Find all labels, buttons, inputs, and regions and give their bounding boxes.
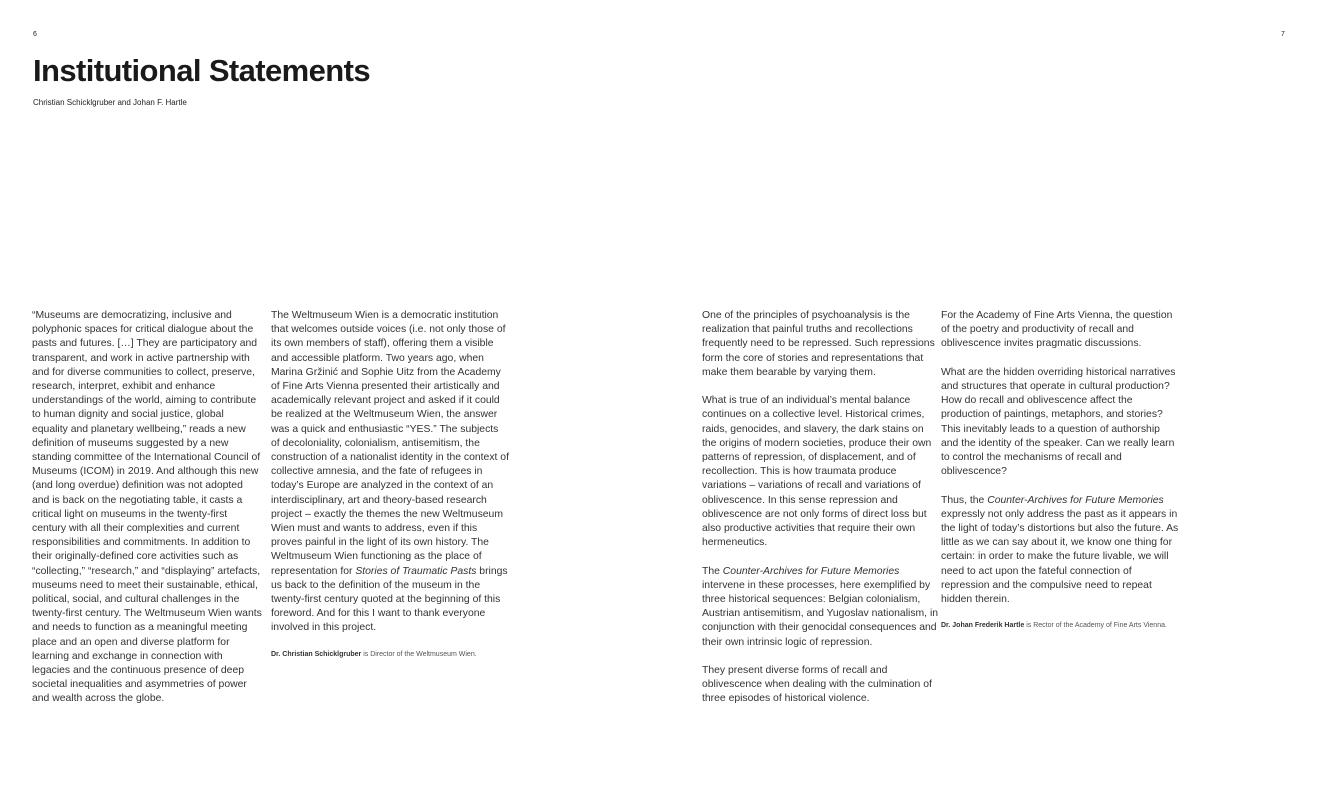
paragraph: Thus, the Counter-Archives for Future Memories expressly not only address the past as it appears in the light of today’s distortions but also the future. As little as we can say about it, we know one thing for certain: in order to make the future livable, we will need to act upon the fateful connection of repression and the compulsive need to repeat hidden therein.	[941, 494, 1179, 606]
paragraph: What are the hidden overriding historical narratives and structures that operate in cultural production? How do recall and oblivescence affect the production of paintings, metaphors, and stories? This inevitably leads to a question of authorship and the identity of the speaker. Can we really learn to control the mechanisms of recall and oblivescence?	[941, 366, 1176, 478]
column-3	[702, 309, 940, 721]
column-2	[271, 309, 509, 674]
paragraph: They present diverse forms of recall and oblivescence when dealing with the culmination of three episodes of historical violence.	[702, 665, 932, 705]
paragraph: “Museums are democratizing, inclusive and polyphonic spaces for critical dialogue about the pasts and futures. […] They are participatory and transparent, and work in active partnership with and for diverse communities to collect, preserve, research, interpret, exhibit and enhance understandings of the world, aiming to contribute to human dignity and social justice, global equality and planetary wellbeing,” reads a new definition of museums suggested by a new standing committee of the International Council of Museums (ICOM) in 2019. And although this new (and long overdue) definition was not adopted and is back on the negotiating table, it casts a critical light on museums in the twenty-first century with all their complexities and current responsibilities and commitments. In addition to their originally-defined core activities such as “collecting,” “research,” and “displaying” artefacts, museums need to meet their sustainable, ethical, political, social, and cultural challenges in the twenty-first century. The Weltmuseum Wien wants and needs to function as a meaningful meeting place and an open and diverse platform for learning and exchange in connection with legacies and the continuous presence of deep societal inequalities and asymmetries of power and wealth across the globe.	[32, 310, 262, 705]
paragraph: What is true of an individual’s mental balance continues on a collective level. Historical crimes, raids, genocides, and slavery, the dark stains on the origins of modern societies, produce their own patterns of repression, of displacement, and of recollection. This is how traumata produce variations – variations of recall and variations of oblivescence. In this sense repression and oblivescence are not only forms of direct loss but also productive activities that require their own hermeneutics.	[702, 395, 932, 549]
page-title: Institutional Statements	[33, 53, 370, 88]
bio-name: Dr. Johan Frederik Hartle	[941, 622, 1025, 630]
authors-byline: Christian Schicklgruber and Johan F. Hartle	[33, 98, 187, 107]
page-number-right: 7	[1281, 31, 1285, 38]
italic-title: Stories of Traumatic Pasts	[355, 565, 477, 577]
page-number-left: 6	[33, 31, 37, 38]
paragraph: The Counter-Archives for Future Memories intervene in these processes, here exemplified by three historical sequences: Belgian colonialism, Austrian antisemitism, and Yugoslav nationalism, in conjunction with their genocidal consequences and their own intrinsic logic of repression.	[702, 565, 939, 648]
author-bio: Dr. Christian Schicklgruber is Director of the Weltmuseum Wien.	[271, 650, 477, 658]
author-bio: Dr. Johan Frederik Hartle is Rector of the Academy of Fine Arts Vienna.	[941, 622, 1167, 630]
italic-title: Counter-Archives for Future Memories	[722, 565, 900, 577]
bio-name: Dr. Christian Schicklgruber	[271, 650, 362, 658]
paragraph: One of the principles of psychoanalysis is the realization that painful truths and recollections frequently need to be repressed. Such repressions form the core of stories and representations that make them bearable by varying them.	[702, 310, 935, 378]
column-1	[32, 309, 262, 721]
column-4	[941, 309, 1179, 646]
paragraph: The Weltmuseum Wien is a democratic institution that welcomes outside voices (i.e. not only those of its own members of staff), offering them a visible and accessible platform. Two years ago, when Marina Gržinić and Sophie Uitz from the Academy of Fine Arts Vienna presented their artistically and academically relevant project and asked if it could be realized at the Weltmuseum Wien, the answer was a quick and enthusiastic “YES.” The subjects of decoloniality, colonialism, antisemitism, the construction of a nationalist identity in the context of collective amnesia, and the fate of refugees in today’s Europe are analyzed in the context of an interdisciplinary, art and theory-based research project – exactly the themes the new Weltmuseum Wien must and wants to address, even if this proves painful in the light of its own history. The Weltmuseum Wien functioning as the place of representation for Stories of Traumatic Pasts brings us back to the definition of the museum in the twenty-first century quoted at the beginning of this foreword. And for this I want to thank everyone involved in this project.	[271, 310, 509, 634]
paragraph: For the Academy of Fine Arts Vienna, the question of the poetry and productivity of recall and oblivescence invites pragmatic discussions.	[941, 310, 1173, 350]
italic-title: Counter-Archives for Future Memories	[987, 494, 1164, 506]
